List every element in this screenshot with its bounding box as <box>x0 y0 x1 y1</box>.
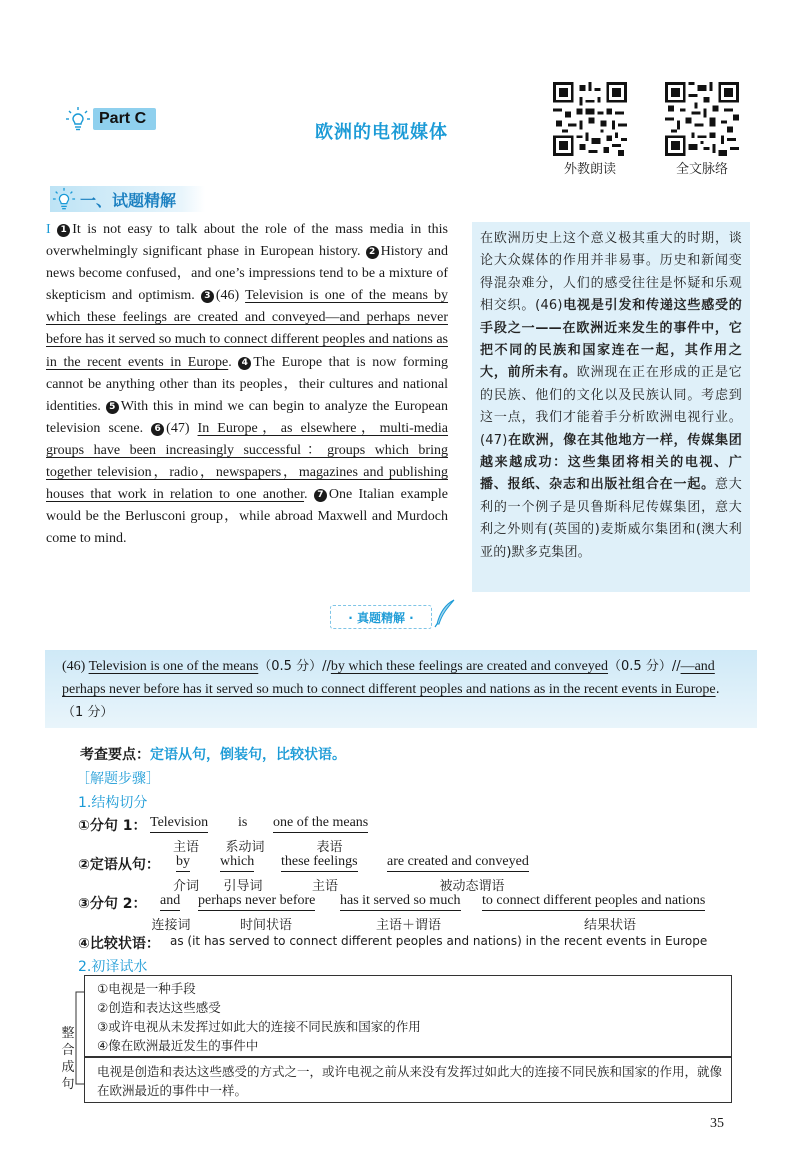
grammar-role: 引导词 <box>223 879 263 894</box>
sentence-4: The Europe that is now forming cannot be anything other than its peoples，their cultures and national identities. <box>46 354 448 414</box>
translation-bold-46: 电视是引发和传递这些感受的手段之一——在欧洲近来发生的事件中，它把不同的民族和国家连在一起，其作用之大，前所未有。 <box>480 298 742 381</box>
sentence-7: One Italian example would be the Berlusconi group，while abroad Maxwell and Murdoch come to mind. <box>46 487 449 547</box>
solution-steps-heading: ［解题步骤］ <box>76 771 160 787</box>
page-title: 欧洲的电视媒体 <box>315 122 448 143</box>
clause-word: these feelings <box>281 854 358 872</box>
clause-word: by <box>176 854 190 872</box>
comparison-clause: as (it has served to connect different peoples and nations) in the recent events in Europe <box>170 934 708 948</box>
sentence-number-1: 1 <box>57 224 70 237</box>
question-number-46: (46) <box>215 288 240 304</box>
grammar-role: 主语 <box>311 879 338 894</box>
clause-word: one of the means <box>273 815 368 833</box>
paragraph-number: I <box>46 222 51 237</box>
grammar-role: 时间状语 <box>239 918 292 933</box>
question-number-47: (47) <box>166 420 190 436</box>
score-2: （0.5 分）// <box>608 659 681 674</box>
segment-3: —and perhaps never before has it served so much to connect different peoples and nations as in the recent events in Europe <box>62 659 716 697</box>
draft-line-1: ①电视是一种手段 <box>97 981 196 996</box>
key-points-label: 考查要点： <box>80 747 150 763</box>
sentence-number-6: 6 <box>151 423 164 436</box>
zhenti-badge: · 真题精解 · <box>330 605 432 629</box>
sentence-number-3: 3 <box>201 290 214 303</box>
grammar-role: 结果状语 <box>583 918 636 933</box>
sentence-highlight <box>62 655 738 724</box>
translation-text: 在欧洲历史上这个意义极其重大的时期，谈论大众媒体的作用并非易事。历史和新闻变得混杂难分，人们的感受往往是怀疑和乐观相交织。(46) <box>480 231 742 314</box>
clause-word: is <box>238 815 248 830</box>
qr-code-icon[interactable] <box>665 82 739 156</box>
clause-word: has it served so much <box>340 893 461 911</box>
draft-line-4: ④像在欧洲最近发生的事件中 <box>97 1038 259 1053</box>
quill-pen-icon <box>432 598 458 628</box>
clause-word: and <box>160 893 180 911</box>
clause-word: are created and conveyed <box>387 854 529 872</box>
final-translation: 电视是创造和表达这些感受的方式之一，或许电视之前从来没有发挥过如此大的连接不同民族和国家的作用，就像在欧洲最近的事件中一样。 <box>97 1064 723 1098</box>
clause-word: to connect different peoples and nations <box>482 893 705 911</box>
clause-label: ②定语从句： <box>78 857 160 873</box>
qr-code-icon[interactable] <box>553 82 627 156</box>
segment-1: Television is one of the means <box>88 659 259 674</box>
draft-line-3: ③或许电视从未发挥过如此大的连接不同民族和国家的作用 <box>97 1019 421 1034</box>
key-points <box>80 744 346 764</box>
step-2-heading: 2.初译试水 <box>78 959 148 975</box>
sentence-6-underlined: In Europe，as elsewhere，multi-media groups have been increasingly successful：groups which bring together television，radio，newspapers，magazines and publishing houses that work in relation to one another <box>46 420 449 503</box>
translation-text: 欧洲现在正在形成的正是它的民族、他们的文化以及民族认同。考虑到这一点，我们才能着手分析欧洲电视行业。(47) <box>480 365 743 448</box>
clause-label: ④比较状语： <box>78 936 160 952</box>
sentence-number-4: 4 <box>238 357 251 370</box>
sentence-2: History and news become confused，and one’s impressions tend to be a mixture of skepticism and optimism. <box>46 244 449 304</box>
translation-bold-47: 在欧洲，像在其他地方一样，传媒集团越来越成功：这些集团将相关的电视、广播、报纸、杂志和出版社组合在一起。 <box>480 432 742 493</box>
grammar-role: 系动词 <box>225 840 265 855</box>
sentence-1: It is not easy to talk about the role of the mass media in this overwhelmingly significant phase in European history. <box>46 222 448 260</box>
clause-label: ③分句 2： <box>78 896 147 912</box>
grammar-role: 表语 <box>316 840 343 855</box>
page-number: 35 <box>710 1116 724 1131</box>
lightbulb-icon <box>65 106 91 132</box>
part-c-badge <box>65 106 156 132</box>
translation-text: 意大利的一个例子是贝鲁斯科尼传媒集团，意大利之外则有(英国的)麦斯威尔集团和(澳大利亚的)默多克集团。 <box>480 477 742 560</box>
score-3: .（1 分） <box>62 682 720 720</box>
question-number: (46) <box>62 659 86 674</box>
clause-word: perhaps never before <box>198 893 315 911</box>
part-label: Part C <box>93 108 156 130</box>
clause-word: Television <box>150 815 208 833</box>
segment-2: by which these feelings are created and conveyed <box>330 659 609 674</box>
score-1: （0.5 分）// <box>258 659 331 674</box>
grammar-role: 主语 <box>172 840 199 855</box>
combine-label: 整合成句 <box>61 1026 75 1092</box>
key-points-value: 定语从句，倒装句，比较状语。 <box>150 747 346 763</box>
sentence-number-5: 5 <box>106 401 119 414</box>
qr-caption: 外教朗读 <box>563 162 616 177</box>
chinese-translation <box>480 228 742 564</box>
sentence-3-underlined: Television is one of the means by which these feelings are created and conveyed—and perhaps never before has it served so much to connect different peoples and nations as in the recent events in Europe <box>46 288 449 370</box>
grammar-role: 主语＋谓语 <box>375 918 441 933</box>
step-1-heading: 1.结构切分 <box>78 795 148 811</box>
qr-caption: 全文脉络 <box>675 162 728 177</box>
sentence-number-7: 7 <box>314 489 327 502</box>
clause-word: which <box>220 854 254 872</box>
grammar-role: 被动态谓语 <box>439 879 505 894</box>
english-passage: I 1 It is not easy to talk about the role of the mass media in this overwhelmingly significant phase in European history. 2 History and news become confused，and one’s impressions tend to be a mixture of skepticism and optimism. 3 (46) Television is one of the means by which these feelings are created and conveyed—and perhaps never before has it served so much to connect different peoples and nations as in the recent events in Europe. 4 The Europe that is now forming cannot be anything other than its peoples，their cultures and national identities. 5 With this in mind we can begin to analyze the European television scene. 6 (47) In Europe，as elsewhere，multi-media groups have been increasingly successful：groups which bring together television，radio，newspapers，magazines and publishing houses that work in relation to one another. 7 One Italian example would be the Berlusconi group，while abroad Maxwell and Murdoch come to mind. <box>46 222 449 547</box>
lightbulb-icon <box>52 187 76 211</box>
grammar-role: 连接词 <box>151 918 191 933</box>
sentence-5: With this in mind we can begin to analyze the European television scene. <box>46 398 448 436</box>
sentence-number-2: 2 <box>366 246 379 259</box>
section-heading <box>50 186 205 212</box>
grammar-role: 介词 <box>172 879 199 894</box>
clause-label: ①分句 1： <box>78 818 147 834</box>
section-heading-text: 一、试题精解 <box>80 190 177 210</box>
draft-line-2: ②创造和表达这些感受 <box>97 1000 221 1015</box>
